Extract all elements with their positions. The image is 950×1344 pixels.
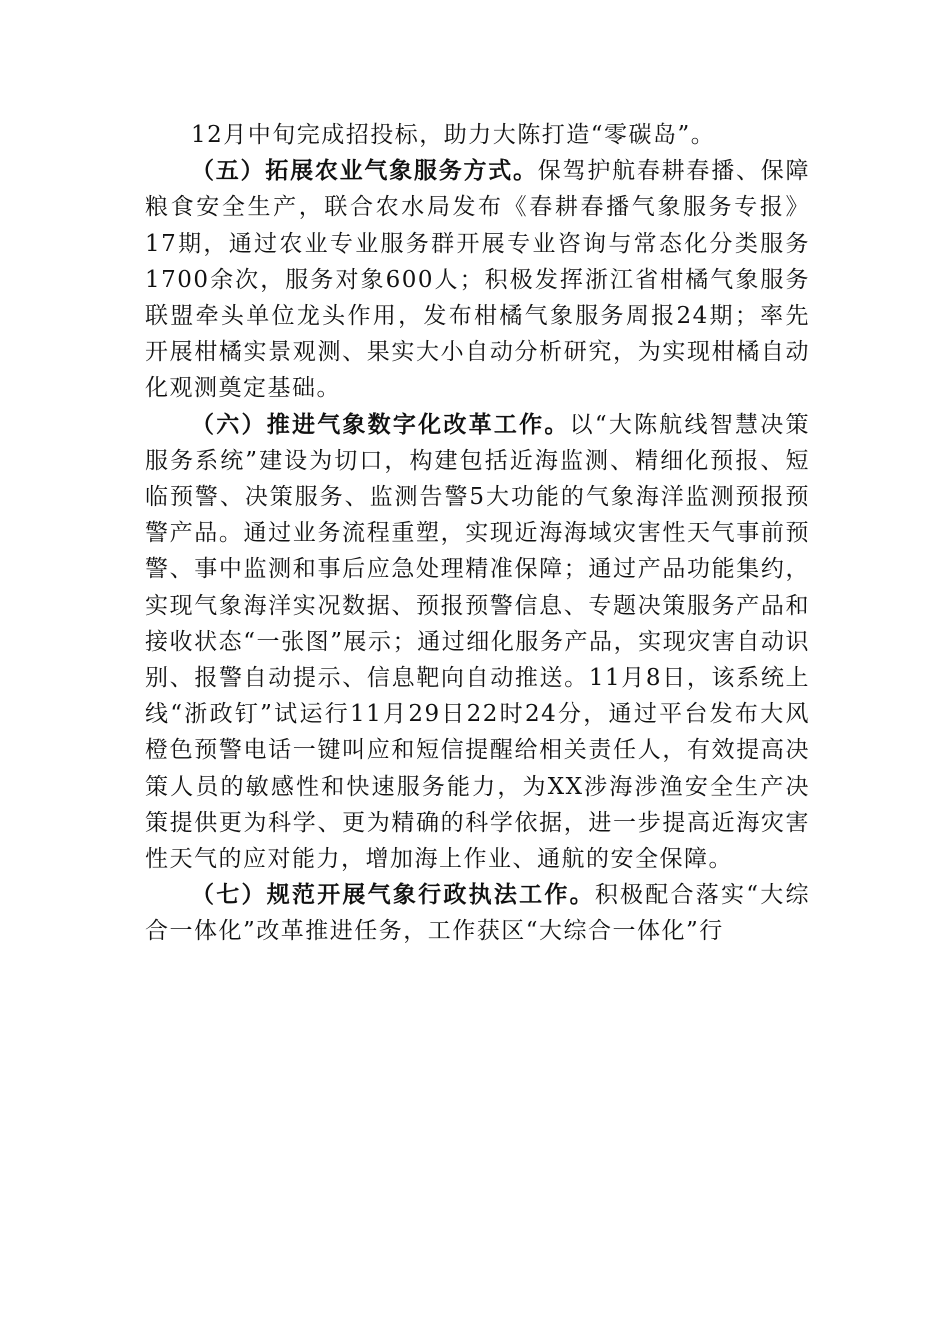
section-7-heading: （七）规范开展气象行政执法工作。 — [191, 881, 595, 909]
section-7-text: 积极配合落实“大综合一体化”改革推进任务，工作获区“大综合一体化”行 — [145, 882, 810, 945]
section-5-text: 保驾护航春耕春播、保障粮食安全生产，联合农水局发布《春耕春播气象服务专报》17期，通过农业专业服务群开展专业咨询与常态化分类服务1700余次，服务对象600人；积极发挥浙江省柑橘气象服务联盟牵头单位龙头作用，发布柑橘气象服务周报24期；率先开展柑橘实景观测、果实大小自动分析研究，为实现柑橘自动化观测奠定基础。 — [145, 158, 811, 402]
section-5-heading: （五）拓展农业气象服务方式。 — [191, 157, 538, 185]
paragraph-intro — [145, 117, 810, 153]
paragraph-section-5 — [145, 153, 810, 406]
paragraph-intro-text: 12月中旬完成招投标，助力大陈打造“零碳岛”。 — [191, 122, 716, 148]
document-body — [145, 117, 810, 950]
paragraph-section-6 — [145, 407, 810, 878]
paragraph-section-7 — [145, 877, 810, 949]
section-6-heading: （六）推进气象数字化改革工作。 — [191, 410, 570, 438]
section-6-text: 以“大陈航线智慧决策服务系统”建设为切口，构建包括近海监测、精细化预报、短临预警、决策服务、监测告警5大功能的气象海洋监测预报预警产品。通过业务流程重塑，实现近海海域灾害性天气事前预警、事中监测和事后应急处理精准保障；通过产品功能集约，实现气象海洋实况数据、预报预警信息、专题决策服务产品和接收状态“一张图”展示；通过细化服务产品，实现灾害自动识别、报警自动提示、信息靶向自动推送。11月8日，该系统上线“浙政钉”试运行11月29日22时24分，通过平台发布大风橙色预警电话一键叫应和短信提醒给相关责任人，有效提高决策人员的敏感性和快速服务能力，为XX涉海涉渔安全生产决策提供更为科学、更为精确的科学依据，进一步提高近海灾害性天气的应对能力，增加海上作业、通航的安全保障。 — [145, 411, 811, 873]
